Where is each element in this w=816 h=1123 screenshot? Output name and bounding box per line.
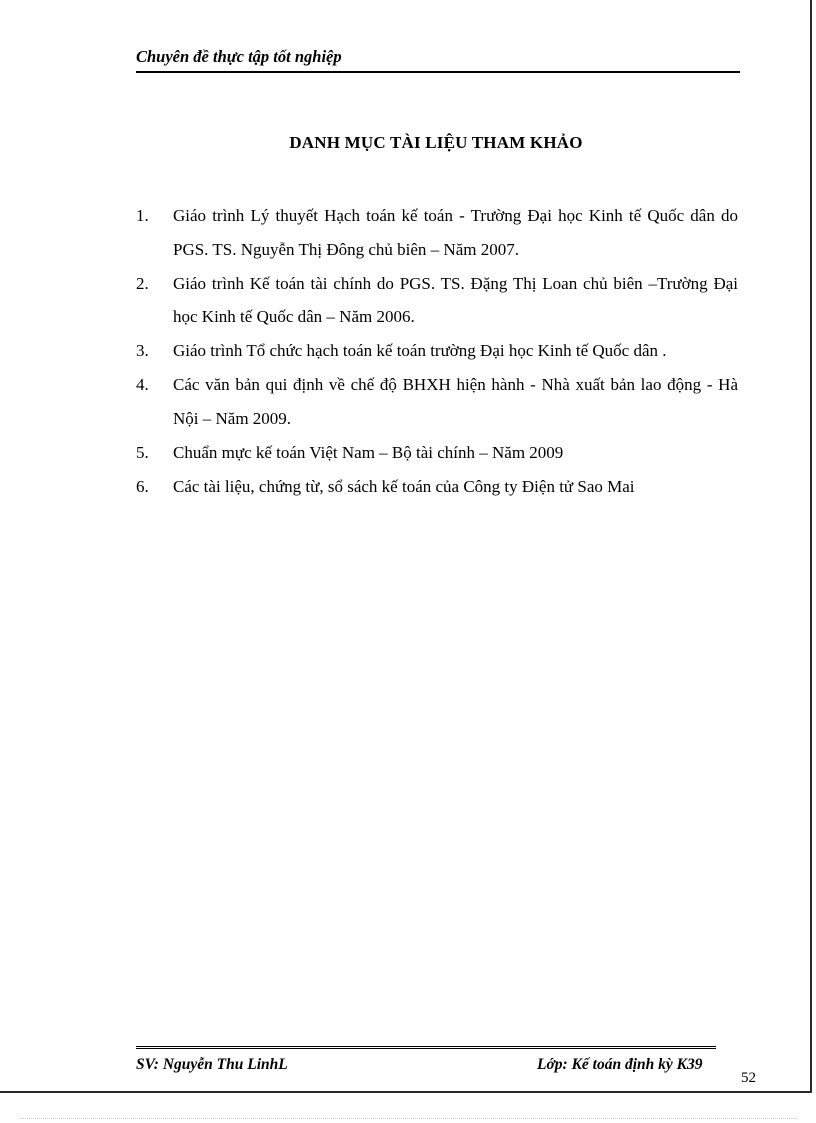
reference-item [136, 470, 738, 504]
footer-rule [136, 1046, 716, 1049]
reference-text: Các tài liệu, chứng từ, sổ sách kế toán của Công ty Điện tử Sao Mai [173, 476, 635, 496]
reference-number: 5. [136, 442, 149, 462]
reference-number: 1. [136, 206, 149, 225]
reference-text: Chuẩn mực kế toán Việt Nam – Bộ tài chính – Năm 2009 [173, 442, 564, 462]
page-break-line [20, 1118, 796, 1119]
reference-list [136, 199, 738, 504]
reference-item [136, 436, 738, 470]
reference-number: 4. [136, 375, 149, 394]
reference-item [136, 267, 738, 334]
reference-item [136, 334, 738, 368]
header-title: Chuyên đề thực tập tốt nghiệp [136, 47, 342, 66]
page-number: 52 [741, 1070, 756, 1086]
reference-text: Giáo trình Tổ chức hạch toán kế toán trường Đại học Kinh tế Quốc dân . [173, 341, 667, 360]
document-heading: DANH MỤC TÀI LIỆU THAM KHẢO [289, 133, 583, 152]
reference-number: 2. [136, 273, 149, 293]
reference-number: 3. [136, 341, 149, 360]
footer-student-name: SV: Nguyễn Thu LinhL [136, 1056, 288, 1073]
header-rule [136, 71, 740, 73]
reference-text: Các văn bản qui định về chế độ BHXH hiện hành - Nhà xuất bản lao động - Hà Nội – Năm 2009. [173, 375, 738, 428]
reference-item [136, 199, 738, 266]
reference-text: Giáo trình Lý thuyết Hạch toán kế toán - Trường Đại học Kinh tế Quốc dân do PGS. TS. Nguyễn Thị Đông chủ biên – Năm 2007. [173, 206, 738, 259]
footer-class-name: Lớp: Kế toán định kỳ K39 [537, 1056, 703, 1073]
reference-item [136, 368, 738, 435]
reference-text: Giáo trình Kế toán tài chính do PGS. TS. Đặng Thị Loan chủ biên –Trường Đại học Kinh tế Quốc dân – Năm 2006. [173, 273, 738, 326]
reference-number: 6. [136, 476, 149, 496]
